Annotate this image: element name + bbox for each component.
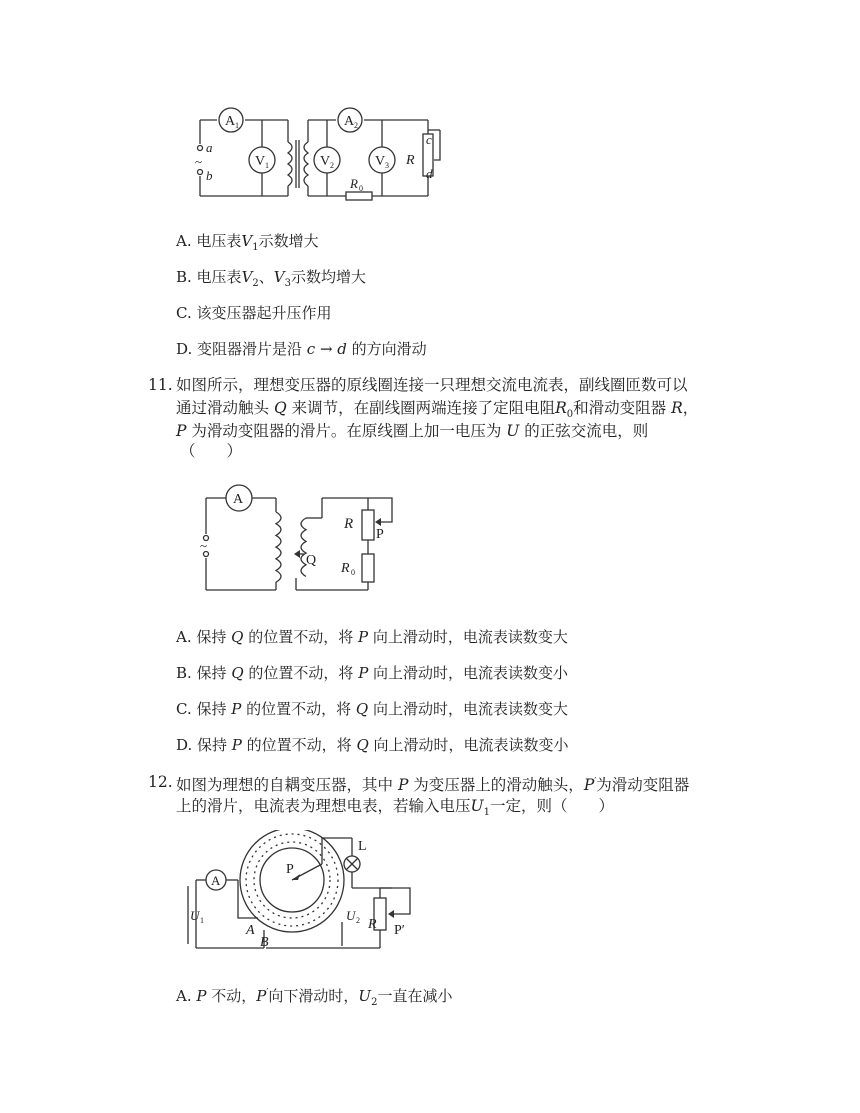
q11-stem-line2: 通过滑动触头 Q 来调节，在副线圈两端连接了定阻电阻$R_0$和滑动变阻器 R， <box>176 399 699 421</box>
svg-text:A: A <box>344 114 355 129</box>
svg-text:R: R <box>406 153 415 168</box>
ammeter-a1-label: A <box>225 114 236 129</box>
svg-text:P: P <box>376 527 384 542</box>
ammeter-label: A <box>211 873 221 888</box>
svg-text:a: a <box>206 140 213 155</box>
q10-option-d[interactable]: D. 变阻器滑片是沿 c → d 的方向滑动 <box>176 340 427 358</box>
q11-option-a[interactable]: A. 保持 Q 的位置不动，将 P 向上滑动时，电流表读数变大 <box>176 628 568 646</box>
svg-text:c: c <box>426 132 432 147</box>
q11-stem-line1: 如图所示，理想变压器的原线圈连接一只理想交流电流表，副线圈匝数可以 <box>176 376 688 394</box>
q11-number: 11. <box>148 376 173 394</box>
svg-text:R: R <box>350 176 358 191</box>
q12-number: 12. <box>148 773 173 791</box>
q11-option-c[interactable]: C. 保持 P 的位置不动，将 Q 向上滑动时，电流表读数变大 <box>176 700 568 718</box>
svg-text:1: 1 <box>200 916 204 925</box>
q12-option-a[interactable]: A. P 不动，P′向下滑动时，$U_2$一直在减小 <box>176 987 453 1008</box>
svg-text:2: 2 <box>356 916 360 925</box>
svg-text:P′: P′ <box>394 923 405 938</box>
svg-text:0: 0 <box>359 184 363 193</box>
svg-text:B: B <box>260 935 269 950</box>
q11-option-b[interactable]: B. 保持 Q 的位置不动，将 P 向上滑动时，电流表读数变小 <box>176 664 569 682</box>
q12-autotransformer-diagram <box>182 830 452 956</box>
q10-option-a[interactable]: A. 电压表$V_1$示数增大 <box>176 232 319 253</box>
svg-text:A: A <box>246 923 255 938</box>
svg-text:P: P <box>286 862 294 877</box>
svg-text:R: R <box>341 561 350 576</box>
svg-text:3: 3 <box>385 161 389 170</box>
svg-text:b: b <box>206 168 213 183</box>
svg-text:1: 1 <box>265 161 269 170</box>
q12-stem-line1: 如图为理想的自耦变压器，其中 P 为变压器上的滑动触头，P′为滑动变阻器 <box>176 776 690 795</box>
svg-text:Q: Q <box>306 553 317 568</box>
q10-option-c[interactable]: C. 该变压器起升压作用 <box>176 304 332 322</box>
svg-text:R: R <box>344 516 354 532</box>
svg-text:d: d <box>426 166 433 181</box>
q10-circuit-diagram <box>190 104 470 208</box>
q11-option-d[interactable]: D. 保持 P 的位置不动，将 Q 向上滑动时，电流表读数变小 <box>176 736 569 754</box>
ammeter-label: A <box>233 492 244 507</box>
svg-text:1: 1 <box>235 121 239 130</box>
svg-text:V: V <box>255 154 266 169</box>
svg-text:~: ~ <box>195 154 203 169</box>
q12-stem-line2: 上的滑片，电流表为理想电表，若输入电压$U_1$一定，则（ ） <box>176 797 614 819</box>
svg-text:U: U <box>190 908 200 923</box>
svg-text:V: V <box>320 154 331 169</box>
svg-text:2: 2 <box>354 121 358 130</box>
svg-text:V: V <box>375 154 386 169</box>
svg-text:R: R <box>368 917 377 932</box>
svg-text:2: 2 <box>330 161 334 170</box>
svg-text:0: 0 <box>351 568 355 577</box>
q11-transformer-diagram <box>196 482 416 598</box>
svg-text:L: L <box>358 839 367 854</box>
q11-answer-blank[interactable]: （ ） <box>180 442 243 460</box>
svg-text:U: U <box>346 908 356 923</box>
q11-stem-line3: P 为滑动变阻器的滑片。在原线圈上加一电压为 U 的正弦交流电，则 <box>176 422 649 440</box>
q10-option-b[interactable]: B. 电压表$V_2$、$V_3$示数均增大 <box>176 268 367 289</box>
svg-text:~: ~ <box>200 538 208 553</box>
